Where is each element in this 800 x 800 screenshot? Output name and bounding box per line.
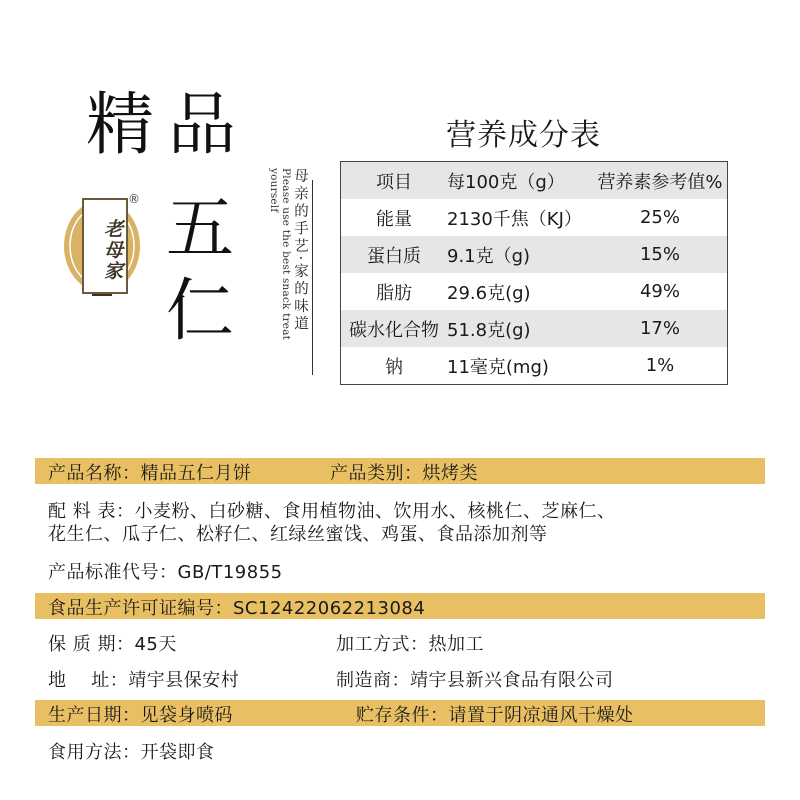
title-char-ren: 仁: [166, 272, 235, 351]
standard-code: 产品标准代号：GB/T19855: [48, 562, 283, 583]
row-item: 钠: [385, 356, 403, 378]
row-amount: 51.8克(g): [447, 319, 531, 341]
ingredients-line2: 花生仁、瓜子仁、松籽仁、红绿丝蜜饯、鸡蛋、食品添加剂等: [48, 524, 548, 545]
production-date: 生产日期：见袋身喷码: [48, 705, 233, 726]
ingredients-line1: 配 料 表：小麦粉、白砂糖、食用植物油、饮用水、核桃仁、芝麻仁、: [48, 501, 616, 522]
title-char-jing: 精: [86, 86, 155, 165]
table-row: [341, 347, 727, 384]
row-amount: 9.1克（g): [447, 245, 531, 267]
title-char-wu: 五: [166, 190, 235, 269]
row-amount: 11毫克(mg): [447, 356, 549, 378]
manufacturer: 制造商：靖宇县新兴食品有限公司: [336, 670, 614, 691]
license-number: 食品生产许可证编号：SC12422062213084: [48, 598, 426, 619]
slogan-divider: [312, 180, 313, 375]
row-item: 能量: [376, 208, 412, 230]
registered-mark: ®: [128, 192, 140, 206]
row-item: 碳水化合物: [349, 319, 439, 341]
shelf-life: 保 质 期：45天: [48, 634, 177, 655]
nutrition-table: [340, 161, 728, 385]
slogan-english: Please use the best snack treat yourself: [268, 168, 292, 341]
header-per100g: 每100克（g）: [447, 171, 565, 193]
header-item: 项目: [376, 171, 412, 193]
product-type: 产品类别：烘烤类: [330, 463, 478, 484]
slogan-chinese: 母亲的手艺·家的味道: [292, 168, 308, 334]
row-nrv: 25%: [639, 207, 680, 228]
row-nrv: 1%: [645, 355, 675, 376]
usage-method: 食用方法：开袋即食: [48, 742, 215, 763]
nutrition-title: 营养成分表: [446, 118, 601, 153]
table-header-row: [341, 162, 727, 199]
row-nrv: 49%: [639, 281, 680, 302]
row-nrv: 15%: [639, 244, 680, 265]
brand-logo-text: 老母家: [82, 198, 128, 294]
row-item: 脂肪: [376, 282, 412, 304]
header-nrv: 营养素参考值%: [597, 171, 723, 193]
row-amount: 29.6克(g): [447, 282, 531, 304]
product-name: 产品名称：精品五仁月饼: [48, 463, 252, 484]
table-row: [341, 310, 727, 347]
row-nrv: 17%: [639, 318, 680, 339]
table-row: [341, 273, 727, 310]
storage-conditions: 贮存条件：请置于阴凉通风干燥处: [356, 705, 634, 726]
table-row: [341, 236, 727, 273]
process-method: 加工方式：热加工: [336, 634, 484, 655]
row-item: 蛋白质: [367, 245, 421, 267]
address: 地 址：靖宇县保安村: [48, 670, 240, 691]
table-row: [341, 199, 727, 236]
title-char-pin: 品: [168, 86, 237, 165]
row-amount: 2130千焦（KJ）: [447, 208, 582, 230]
